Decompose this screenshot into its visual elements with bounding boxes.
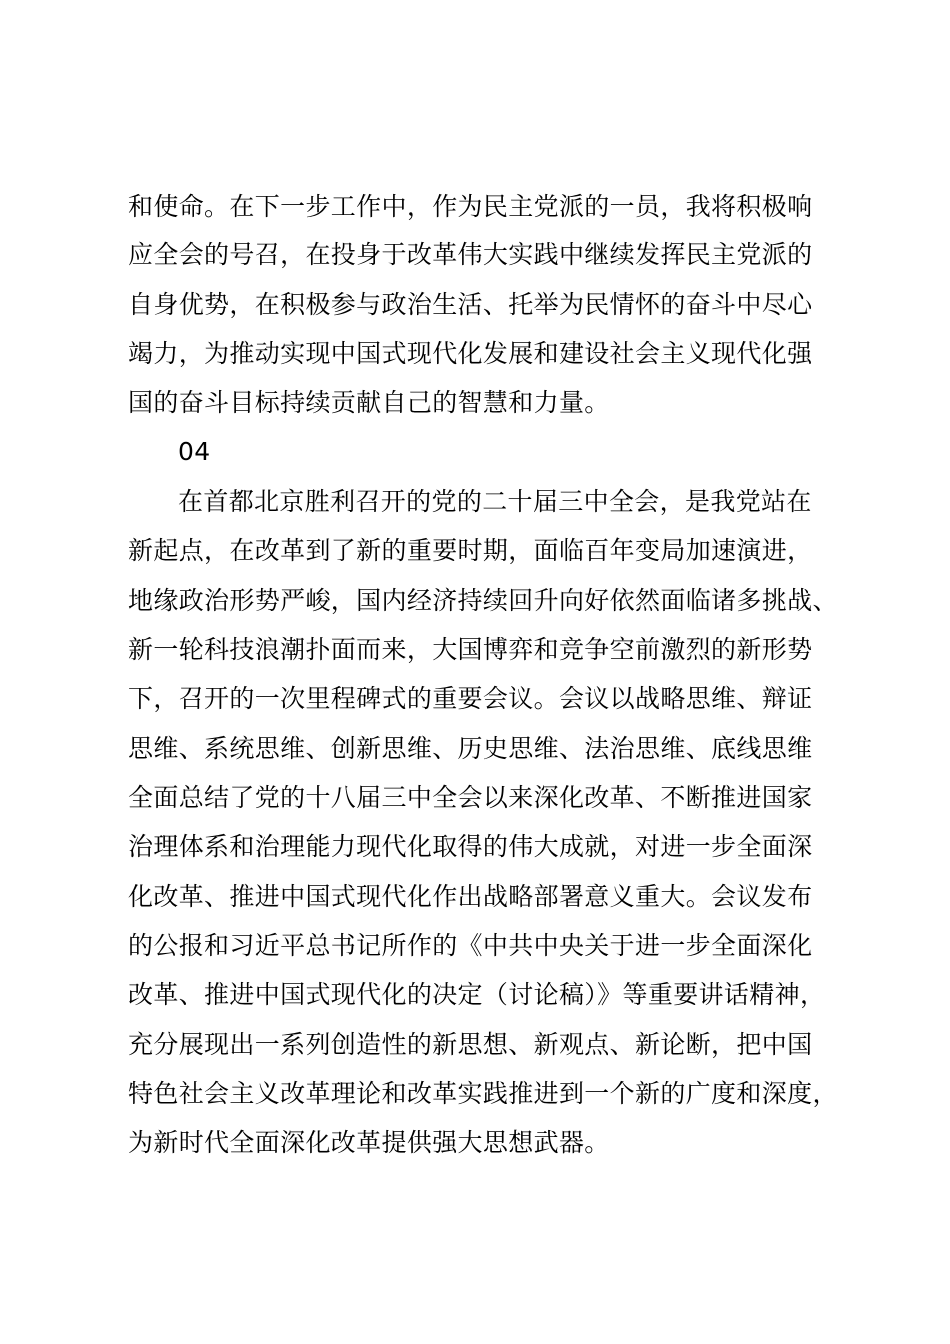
paragraph-2-line-2: 新起点，在改革到了新的重要时期，面临百年变局加速演进， — [128, 536, 813, 565]
paragraph-1-line-3: 自身优势，在积极参与政治生活、托举为民情怀的奋斗中尽心 — [128, 290, 813, 319]
paragraph-1-line-2: 应全会的号召，在投身于改革伟大实践中继续发挥民主党派的 — [128, 240, 813, 269]
paragraph-1-line-1: 和使命。在下一步工作中，作为民主党派的一员，我将积极响 — [128, 192, 813, 221]
paragraph-2-line-12: 充分展现出一系列创造性的新思想、新观点、新论断，把中国 — [128, 1030, 813, 1059]
paragraph-2-line-1: 在首都北京胜利召开的党的二十届三中全会，是我党站在 — [178, 487, 812, 516]
paragraph-2-line-7: 全面总结了党的十八届三中全会以来深化改革、不断推进国家 — [128, 783, 813, 812]
paragraph-1-line-4: 竭力，为推动实现中国式现代化发展和建设社会主义现代化强 — [128, 339, 813, 368]
paragraph-2-line-5: 下，召开的一次里程碑式的重要会议。会议以战略思维、辩证 — [128, 684, 813, 713]
paragraph-2-line-11: 改革、推进中国式现代化的决定（讨论稿）》等重要讲话精神， — [128, 980, 826, 1009]
paragraph-2-line-10: 的公报和习近平总书记所作的《中共中央关于进一步全面深化 — [128, 931, 813, 960]
section-number: 04 — [178, 437, 211, 466]
paragraph-2-line-8: 治理体系和治理能力现代化取得的伟大成就，对进一步全面深 — [128, 832, 813, 861]
paragraph-2-line-6: 思维、系统思维、创新思维、历史思维、法治思维、底线思维 — [128, 734, 813, 763]
paragraph-2-line-14: 为新时代全面深化改革提供强大思想武器。 — [128, 1128, 610, 1157]
paragraph-2-line-3: 地缘政治形势严峻，国内经济持续回升向好依然面临诸多挑战、 — [128, 586, 838, 615]
paragraph-2-line-9: 化改革、推进中国式现代化作出战略部署意义重大。会议发布 — [128, 882, 813, 911]
paragraph-2-line-13: 特色社会主义改革理论和改革实践推进到一个新的广度和深度， — [128, 1079, 838, 1108]
paragraph-1-line-5: 国的奋斗目标持续贡献自己的智慧和力量。 — [128, 388, 610, 417]
paragraph-2-line-4: 新一轮科技浪潮扑面而来，大国博弈和竞争空前激烈的新形势 — [128, 635, 813, 664]
